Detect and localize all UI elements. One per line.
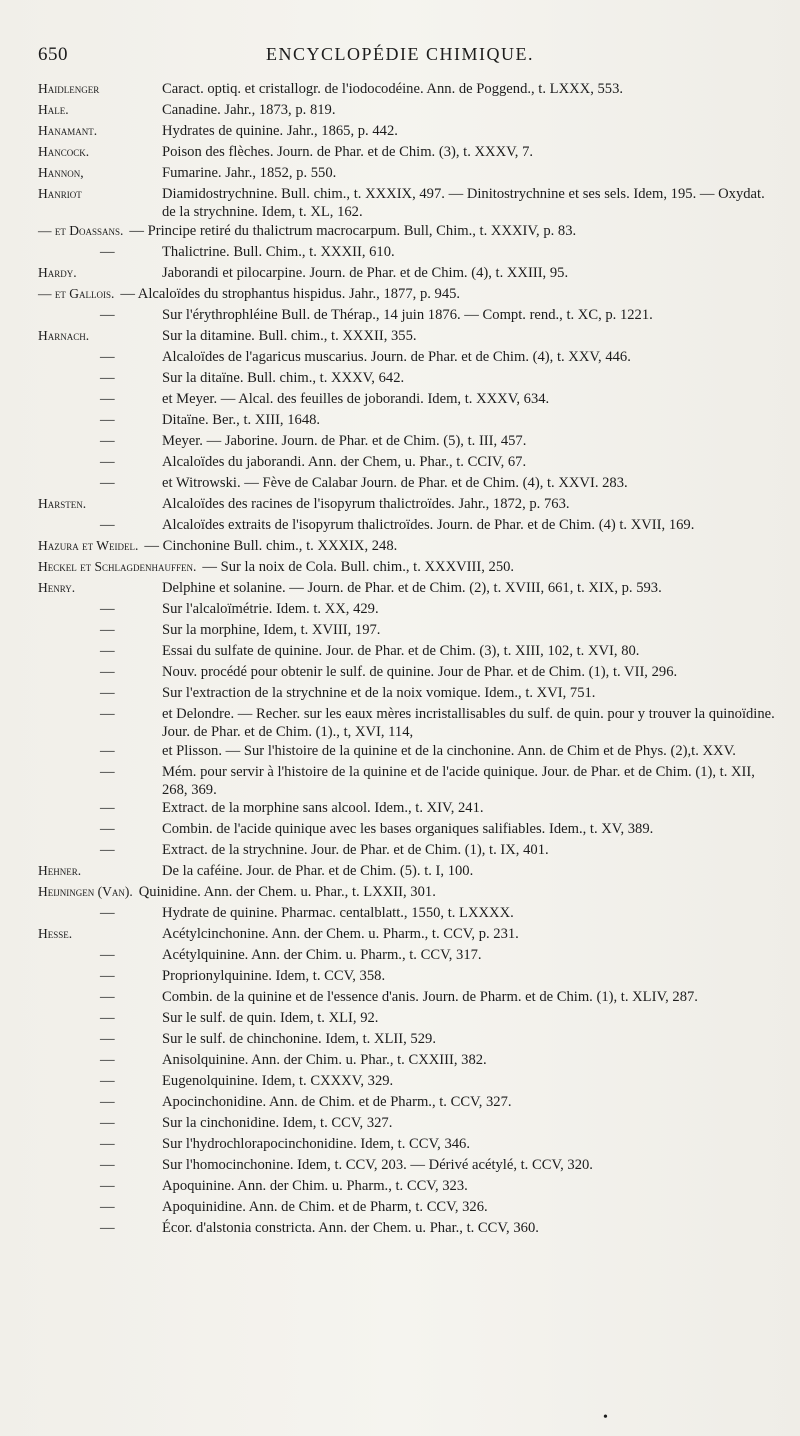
entry-ditto-dash: — [100, 474, 115, 491]
entry-citation: Combin. de l'acide quinique avec les bases organiques salifiables. Idem., t. XV, 389. [162, 821, 654, 838]
entry-citation: Hydrate de quinine. Pharmac. centalblatt., 1550, t. LXXXX. [162, 905, 514, 922]
bibliography-entry [38, 537, 780, 558]
entry-citation: Thalictrine. Bull. Chim., t. XXXII, 610. [162, 243, 395, 260]
entry-citation: Extract. de la morphine sans alcool. Idem., t. XIV, 241. [162, 800, 484, 817]
entry-ditto-dash: — [100, 800, 115, 817]
bibliography-list [38, 80, 780, 1240]
entry-author: Heijningen (Van). [38, 884, 133, 900]
entry-citation: Apocinchonidine. Ann. de Chim. et de Pharm., t. CCV, 327. [162, 1094, 512, 1111]
entry-citation: Fumarine. Jahr., 1852, p. 550. [162, 165, 337, 181]
entry-citation: Essai du sulfate de quinine. Jour. de Phar. et de Chim. (3), t. XIII, 102, t. XVI, 80. [162, 642, 640, 659]
bibliography-entry [38, 1009, 780, 1030]
running-title: ENCYCLOPÉDIE CHIMIQUE. [266, 44, 534, 64]
entry-ditto-dash: — [100, 663, 115, 680]
entry-ditto-dash: — [100, 1178, 115, 1195]
bibliography-entry [38, 390, 780, 411]
entry-citation: Sur le sulf. de chinchonine. Idem, t. XLII, 529. [162, 1031, 436, 1048]
entry-author: — et Doassans. [38, 222, 124, 238]
entry-citation: — Alcaloïdes du strophantus hispidus. Jahr., 1877, p. 945. [120, 285, 461, 302]
entry-ditto-dash: — [100, 1136, 115, 1153]
entry-ditto-dash: — [100, 1094, 115, 1111]
entry-citation: Canadine. Jahr., 1873, p. 819. [162, 102, 336, 118]
entry-citation: Sur la ditaïne. Bull. chim., t. XXXV, 642. [162, 369, 405, 386]
entry-ditto-dash: — [100, 621, 115, 638]
entry-citation: Jaborandi et pilocarpine. Journ. de Phar. et de Chim. (4), t. XXIII, 95. [162, 264, 569, 281]
bibliography-entry [38, 1198, 780, 1219]
bibliography-entry [38, 101, 780, 122]
bibliography-entry [38, 1219, 780, 1240]
bibliography-entry [38, 285, 780, 306]
bibliography-entry [38, 495, 780, 516]
entry-citation: Sur l'hydrochlorapocinchonidine. Idem, t. CCV, 346. [162, 1136, 470, 1153]
entry-citation: Extract. de la strychnine. Jour. de Phar. et de Chim. (1), t. IX, 401. [162, 842, 549, 859]
entry-ditto-dash: — [100, 821, 115, 838]
entry-ditto-dash: — [100, 600, 115, 617]
bibliography-entry [38, 946, 780, 967]
entry-author: — et Gallois. [38, 285, 115, 301]
entry-ditto-dash: — [100, 905, 115, 922]
entry-author: Hazura et Weidel. [38, 537, 139, 553]
entry-citation: Sur l'alcaloïmétrie. Idem. t. XX, 429. [162, 600, 379, 617]
entry-ditto-dash: — [100, 763, 115, 780]
entry-citation: Alcaloïdes extraits de l'isopyrum thalictroïdes. Journ. de Phar. et de Chim. (4) t. XVII, 169. [162, 516, 695, 533]
entry-ditto-dash: — [100, 947, 115, 964]
bibliography-entry [38, 820, 780, 841]
entry-ditto-dash: — [100, 516, 115, 533]
bibliography-entry [38, 122, 780, 143]
bibliography-entry [38, 432, 780, 453]
entry-ditto-dash: — [100, 411, 115, 428]
bibliography-entry [38, 799, 780, 820]
entry-ditto-dash: — [100, 842, 115, 859]
bibliography-entry [38, 243, 780, 264]
bibliography-entry [38, 642, 780, 663]
entry-ditto-dash: — [100, 1220, 115, 1237]
entry-author: Hanamant. [38, 123, 98, 138]
entry-ditto-dash: — [100, 968, 115, 985]
entry-author: Henry. [38, 579, 76, 595]
bibliography-entry [38, 80, 780, 101]
entry-ditto-dash: — [100, 1073, 115, 1090]
bibliography-entry [38, 1156, 780, 1177]
entry-ditto-dash: — [100, 348, 115, 365]
bibliography-entry [38, 306, 780, 327]
entry-citation: Sur la morphine, Idem, t. XVIII, 197. [162, 621, 381, 638]
bibliography-entry [38, 841, 780, 862]
bibliography-entry [38, 904, 780, 925]
bibliography-entry [38, 411, 780, 432]
entry-citation: Acétylcinchonine. Ann. der Chem. u. Pharm., t. CCV, p. 231. [162, 926, 519, 943]
entry-citation: Nouv. procédé pour obtenir le sulf. de quinine. Jour de Phar. et de Chim. (1), t. VII, 296. [162, 663, 678, 680]
entry-citation: Sur la ditamine. Bull. chim., t. XXXII, 355. [162, 327, 417, 344]
entry-author: Hesse. [38, 926, 73, 942]
entry-citation: Meyer. — Jaborine. Journ. de Phar. et de Chim. (5), t. III, 457. [162, 432, 527, 449]
bibliography-entry [38, 684, 780, 705]
entry-citation: et Plisson. — Sur l'histoire de la quinine et de la cinchonine. Ann. de Chim et de Phys. (2),t. XXV. [162, 742, 736, 759]
entry-citation: — Sur la noix de Cola. Bull. chim., t. XXXVIII, 250. [202, 558, 515, 575]
bibliography-entry [38, 327, 780, 348]
entry-citation: Sur l'homocinchonine. Idem, t. CCV, 203. — Dérivé acétylé, t. CCV, 320. [162, 1157, 593, 1174]
entry-citation: et Witrowski. — Fève de Calabar Journ. de Phar. et de Chim. (4), t. XXVI. 283. [162, 474, 628, 491]
entry-citation: Sur l'extraction de la strychnine et de la noix vomique. Idem., t. XVI, 751. [162, 684, 596, 701]
bibliography-entry [38, 264, 780, 285]
entry-author: Heckel et Schlagdenhauffen. [38, 558, 197, 574]
entry-citation: Sur la cinchonidine. Idem, t. CCV, 327. [162, 1115, 393, 1132]
bibliography-entry [38, 621, 780, 642]
bibliography-entry [38, 222, 780, 243]
entry-citation: Proprionylquinine. Idem, t. CCV, 358. [162, 968, 386, 985]
entry-ditto-dash: — [100, 453, 115, 470]
entry-ditto-dash: — [100, 684, 115, 701]
entry-ditto-dash: — [100, 1157, 115, 1174]
bibliography-entry [38, 1114, 780, 1135]
bibliography-entry [38, 1072, 780, 1093]
entry-ditto-dash: — [100, 705, 115, 722]
entry-citation: — Cinchonine Bull. chim., t. XXXIX, 248. [144, 537, 398, 554]
bibliography-entry [38, 369, 780, 390]
bibliography-entry [38, 742, 780, 763]
bibliography-entry [38, 925, 780, 946]
entry-ditto-dash: — [100, 1010, 115, 1027]
bibliography-entry [38, 663, 780, 684]
bibliography-entry [38, 1177, 780, 1198]
entry-citation: Alcaloïdes des racines de l'isopyrum thalictroïdes. Jahr., 1872, p. 763. [162, 495, 570, 512]
entry-ditto-dash: — [100, 989, 115, 1006]
bibliography-entry [38, 1093, 780, 1114]
entry-citation: Ditaïne. Ber., t. XIII, 1648. [162, 411, 321, 428]
bibliography-entry [38, 185, 780, 222]
entry-citation: Alcaloïdes de l'agaricus muscarius. Journ. de Phar. et de Chim. (4), t. XXV, 446. [162, 348, 631, 365]
entry-citation: Combin. de la quinine et de l'essence d'anis. Journ. de Pharm. et de Chim. (1), t. XLIV, 287. [162, 989, 698, 1006]
entry-ditto-dash: — [100, 1031, 115, 1048]
bibliography-entry [38, 558, 780, 579]
entry-citation: et Meyer. — Alcal. des feuilles de joborandi. Idem, t. XXXV, 634. [162, 390, 550, 407]
entry-citation: et Delondre. — Recher. sur les eaux mères incristallisables du sulf. de quin. pour y trouver la quinoïdine. Jour. de Phar. et de Chim. (1)., t, XVI, 114, [162, 705, 775, 741]
entry-ditto-dash: — [100, 1052, 115, 1069]
entry-citation: Caract. optiq. et cristallogr. de l'iodocodéine. Ann. de Poggend., t. LXXX, 553. [162, 81, 624, 97]
entry-citation: Delphine et solanine. — Journ. de Phar. et de Chim. (2), t. XVIII, 661, t. XIX, p. 593. [162, 579, 662, 596]
entry-ditto-dash: — [100, 369, 115, 386]
bibliography-entry [38, 705, 780, 742]
entry-ditto-dash: — [100, 390, 115, 407]
bibliography-entry [38, 579, 780, 600]
entry-citation: Anisolquinine. Ann. der Chim. u. Phar., t. CXXIII, 382. [162, 1052, 487, 1069]
bibliography-entry [38, 516, 780, 537]
bibliography-entry [38, 1135, 780, 1156]
entry-citation: Poison des flèches. Journ. de Phar. et de Chim. (3), t. XXXV, 7. [162, 144, 534, 160]
footer-mark: • [603, 1410, 608, 1425]
entry-citation: Apoquinine. Ann. der Chim. u. Pharm., t. CCV, 323. [162, 1178, 468, 1195]
bibliography-entry [38, 143, 780, 164]
entry-citation: Apoquinidine. Ann. de Chim. et de Pharm, t. CCV, 326. [162, 1199, 488, 1216]
entry-citation: — Principe retiré du thalictrum macrocarpum. Bull, Chim., t. XXXIV, p. 83. [129, 222, 577, 239]
bibliography-entry [38, 348, 780, 369]
entry-author: Harnach. [38, 327, 90, 343]
entry-citation: Écor. d'alstonia constricta. Ann. der Chem. u. Phar., t. CCV, 360. [162, 1220, 539, 1237]
bibliography-entry [38, 474, 780, 495]
entry-citation: Hydrates de quinine. Jahr., 1865, p. 442. [162, 123, 398, 139]
bibliography-entry [38, 883, 780, 904]
bibliography-entry [38, 862, 780, 883]
bibliography-entry [38, 600, 780, 621]
page-header [38, 44, 762, 72]
entry-author: Hanriot [38, 186, 82, 201]
entry-citation: Mém. pour servir à l'histoire de la quinine et de l'acide quinique. Jour. de Phar. et de Chim. (1), t. XII, 268, 369. [162, 763, 755, 799]
entry-citation: Acétylquinine. Ann. der Chim. u. Pharm., t. CCV, 317. [162, 947, 482, 964]
entry-ditto-dash: — [100, 642, 115, 659]
entry-citation: Sur le sulf. de quin. Idem, t. XLI, 92. [162, 1010, 379, 1027]
entry-ditto-dash: — [100, 243, 115, 260]
entry-ditto-dash: — [100, 1115, 115, 1132]
entry-author: Hannon, [38, 165, 84, 180]
entry-ditto-dash: — [100, 432, 115, 449]
entry-author: Harsten. [38, 495, 87, 511]
bibliography-entry [38, 1030, 780, 1051]
bibliography-entry [38, 453, 780, 474]
entry-author: Hardy. [38, 264, 77, 280]
entry-author: Hancock. [38, 144, 90, 159]
bibliography-entry [38, 1051, 780, 1072]
entry-citation: Eugenolquinine. Idem, t. CXXXV, 329. [162, 1073, 394, 1090]
entry-citation: De la caféine. Jour. de Phar. et de Chim. (5). t. I, 100. [162, 863, 474, 880]
entry-citation: Alcaloïdes du jaborandi. Ann. der Chem, u. Phar., t. CCIV, 67. [162, 453, 527, 470]
entry-author: Haidlenger [38, 81, 100, 96]
entry-citation: Sur l'érythrophléine Bull. de Thérap., 14 juin 1876. — Compt. rend., t. XC, p. 1221. [162, 306, 653, 323]
bibliography-entry [38, 988, 780, 1009]
bibliography-entry [38, 164, 780, 185]
page-number: 650 [38, 44, 68, 65]
entry-ditto-dash: — [100, 1199, 115, 1216]
entry-ditto-dash: — [100, 306, 115, 323]
entry-author: Hehner. [38, 863, 82, 879]
entry-author: Hale. [38, 102, 69, 117]
entry-citation: Diamidostrychnine. Bull. chim., t. XXXIX, 497. — Dinitostrychnine et ses sels. Idem, 195. — Oxydat. de la strychnine. Idem, t. XL, 162. [162, 186, 765, 221]
bibliography-entry [38, 763, 780, 800]
entry-ditto-dash: — [100, 742, 115, 759]
bibliography-entry [38, 967, 780, 988]
entry-citation: Quinidine. Ann. der Chem. u. Phar., t. LXXII, 301. [138, 884, 436, 901]
